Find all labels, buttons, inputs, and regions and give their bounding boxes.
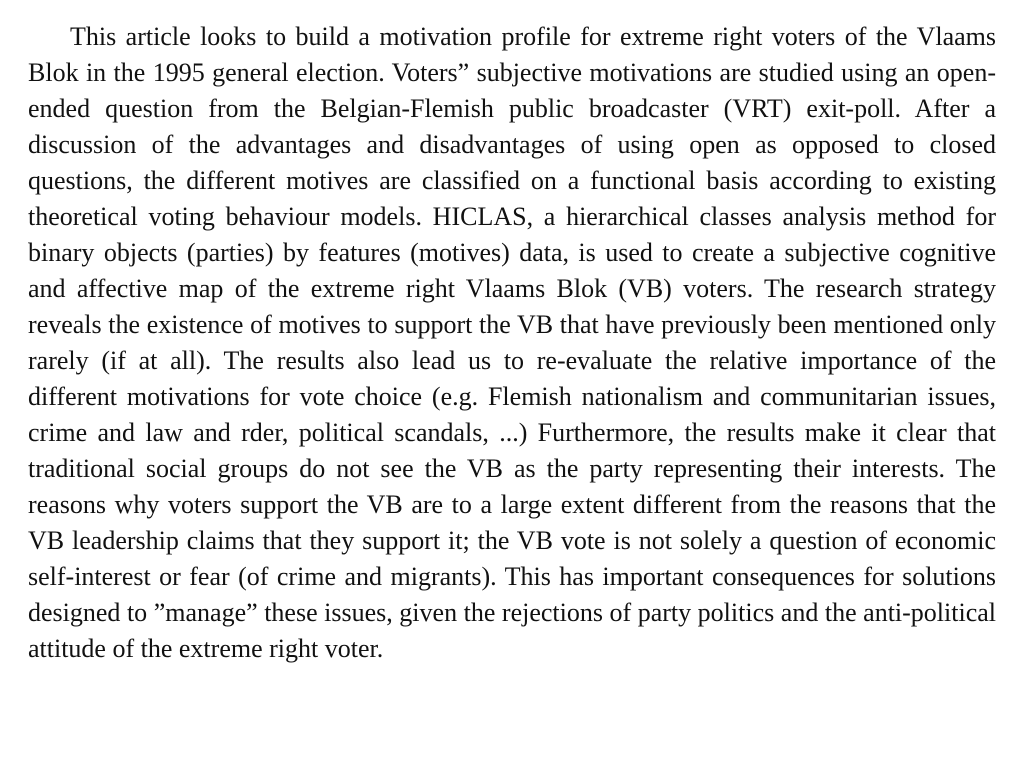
abstract-paragraph: This article looks to build a motivation profile for extreme right voters of the Vlaams Blok in the 1995 general election. Voters” subjective motivations are studied using an open-ended question from the Belgian-Flemish public broadcaster (VRT) exit-poll. After a discussion of the advantages and disadvantages of using open as opposed to closed questions, the different motives are classified on a functional basis according to existing theoretical voting behaviour models. HICLAS, a hierarchical classes analysis method for binary objects (parties) by features (motives) data, is used to create a subjective cognitive and affective map of the extreme right Vlaams Blok (VB) voters. The research strategy reveals the existence of motives to support the VB that have previously been mentioned only rarely (if at all). The results also lead us to re-evaluate the relative importance of the different motivations for vote choice (e.g. Flemish nationalism and communitarian issues, crime and law and rder, political scandals, ...) Furthermore, the results make it clear that traditional social groups do not see the VB as the party representing their interests. The reasons why voters support the VB are to a large extent different from the reasons that the VB leadership claims that they support it; the VB vote is not solely a question of economic self-interest or fear (of crime and migrants). This has important consequences for solutions designed to ”manage” these issues, given the rejections of party politics and the anti-political attitude of the extreme right voter. bbox=[28, 22, 996, 663]
